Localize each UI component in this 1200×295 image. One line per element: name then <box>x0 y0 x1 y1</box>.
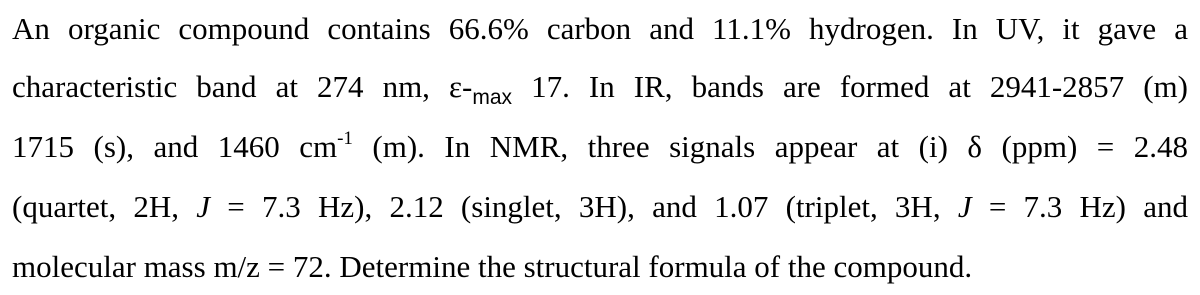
problem-line-2 <box>12 67 1188 107</box>
nmr-intro-text: (m). In NMR, three signals appear at (i) δ (ppm) = 2.48 <box>352 129 1189 164</box>
problem-line-5 <box>12 247 1188 287</box>
coupling-constant-symbol: J <box>196 189 211 224</box>
ir-bands-text: 17. In IR, bands are formed at 2941-2857 (m) <box>512 69 1188 104</box>
problem-line-3 <box>12 127 1188 167</box>
coupling-constant-symbol: J <box>957 189 972 224</box>
question-text: molecular mass m/z = 72. Determine the structural formula of the compound. <box>12 249 973 284</box>
epsilon-max-subscript: max <box>472 86 513 109</box>
uv-band-text: characteristic band at 274 nm, ε- <box>12 69 473 104</box>
problem-line-4 <box>12 187 1188 227</box>
nmr-quartet-text: (quartet, 2H, <box>12 189 197 224</box>
composition-text: An organic compound contains 66.6% carbon and 11.1% hydrogen. In UV, it gave a <box>12 11 1188 46</box>
problem-line-1 <box>12 9 1188 49</box>
nmr-triplet-text: = 7.3 Hz) and <box>971 189 1188 224</box>
wavenumber-superscript: -1 <box>337 128 353 149</box>
ir-bands-continued-text: 1715 (s), and 1460 cm <box>12 129 338 164</box>
nmr-signals-text: = 7.3 Hz), 2.12 (singlet, 3H), and 1.07 (triplet, 3H, <box>210 189 958 224</box>
